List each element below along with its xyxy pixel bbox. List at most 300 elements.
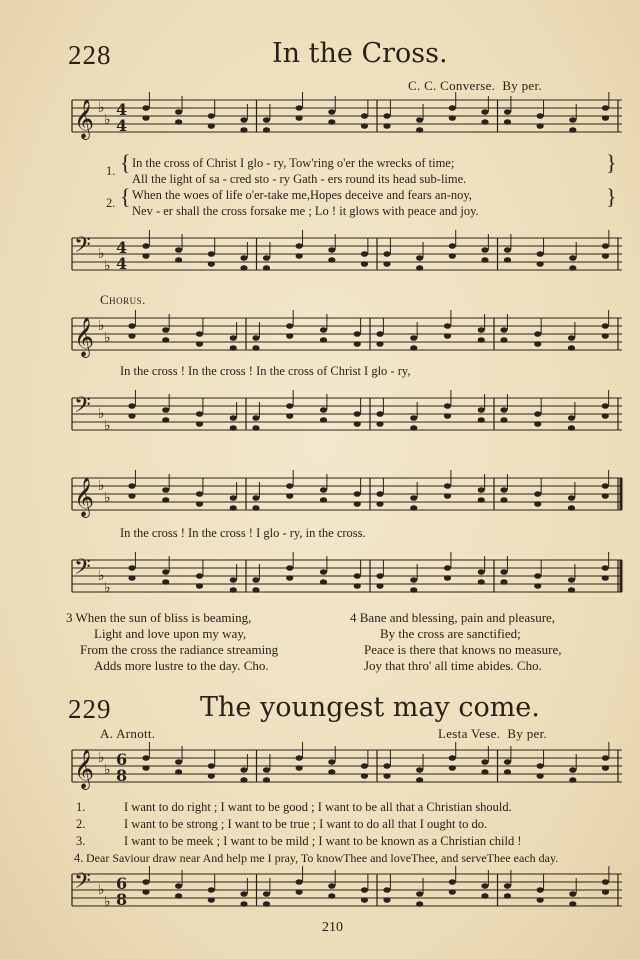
note-head-icon <box>376 491 383 497</box>
note-head-icon <box>602 565 609 571</box>
note-head-icon <box>410 415 417 421</box>
note-head-icon <box>286 333 293 339</box>
note-head-icon <box>449 889 456 895</box>
note-head-icon <box>328 883 335 889</box>
note-head-icon <box>208 123 215 129</box>
time-signature-icon: 8 <box>116 766 128 785</box>
note-head-icon <box>175 759 182 765</box>
stanza-3 <box>66 610 278 674</box>
note-head-icon <box>320 327 327 333</box>
note-head-icon <box>361 123 368 129</box>
note-head-icon <box>444 323 451 329</box>
note-head-icon <box>376 501 383 507</box>
composer-credit-229: A. Arnott. <box>100 726 156 741</box>
chorus-label: Chorus. <box>100 292 146 307</box>
lyric-line: I want to be strong ; I want to be true ; I want to do all that I ought to do. <box>124 817 488 831</box>
note-head-icon <box>196 583 203 589</box>
note-head-icon <box>252 577 259 583</box>
note-head-icon <box>252 345 259 351</box>
note-head-icon <box>504 257 511 263</box>
note-head-icon <box>478 417 485 423</box>
note-head-icon <box>383 261 390 267</box>
note-head-icon <box>361 763 368 769</box>
note-head-icon <box>142 765 149 771</box>
verse-number: 1. <box>106 164 116 178</box>
note-head-icon <box>354 411 361 417</box>
note-head-icon <box>252 335 259 341</box>
note-head-icon <box>383 251 390 257</box>
note-head-icon <box>361 113 368 119</box>
note-head-icon <box>128 403 135 409</box>
note-head-icon <box>361 773 368 779</box>
note-head-icon <box>568 505 575 511</box>
key-signature-icon: ♭ <box>98 568 105 584</box>
note-head-icon <box>142 879 149 885</box>
note-head-icon <box>383 773 390 779</box>
note-head-icon <box>416 117 423 123</box>
note-head-icon <box>142 115 149 121</box>
stanza-line: Light and love upon my way, <box>94 626 247 641</box>
page-number: 210 <box>322 920 343 935</box>
note-head-icon <box>196 341 203 347</box>
note-head-icon <box>286 493 293 499</box>
note-head-icon <box>142 755 149 761</box>
note-head-icon <box>537 887 544 893</box>
note-head-icon <box>569 255 576 261</box>
note-head-icon <box>320 569 327 575</box>
note-head-icon <box>263 767 270 773</box>
note-head-icon <box>128 565 135 571</box>
note-head-icon <box>537 261 544 267</box>
key-signature-icon: ♭ <box>104 418 111 434</box>
note-head-icon <box>208 763 215 769</box>
note-head-icon <box>240 901 247 907</box>
note-head-icon <box>444 493 451 499</box>
note-head-icon <box>162 327 169 333</box>
note-head-icon <box>328 247 335 253</box>
note-head-icon <box>504 893 511 899</box>
note-head-icon <box>230 425 237 431</box>
note-head-icon <box>252 587 259 593</box>
note-head-icon <box>320 487 327 493</box>
note-head-icon <box>416 767 423 773</box>
key-signature-icon: ♭ <box>104 580 111 596</box>
chorus-lyric-line-2: In the cross ! In the cross ! I glo - ry, in the cross. <box>120 526 366 540</box>
bass-staff-1 <box>0 234 640 284</box>
stanza-4 <box>350 610 561 674</box>
note-head-icon <box>208 897 215 903</box>
note-head-icon <box>602 323 609 329</box>
note-head-icon <box>569 777 576 783</box>
lyric-line: All the light of sa - cred sto - ry Gath - ers round its head sub-lime. <box>132 172 467 186</box>
bass-clef-icon: 𝄢 <box>74 233 91 263</box>
note-head-icon <box>534 491 541 497</box>
note-head-icon <box>602 253 609 259</box>
note-head-icon <box>252 495 259 501</box>
note-head-icon <box>444 413 451 419</box>
note-head-icon <box>296 879 303 885</box>
note-head-icon <box>534 421 541 427</box>
note-head-icon <box>478 579 485 585</box>
note-head-icon <box>263 891 270 897</box>
note-head-icon <box>162 417 169 423</box>
bass-staff-3 <box>0 556 640 606</box>
note-head-icon <box>537 251 544 257</box>
bass-staff-2 <box>0 394 640 444</box>
treble-staff-1 <box>0 96 640 146</box>
note-head-icon <box>537 123 544 129</box>
note-head-icon <box>286 575 293 581</box>
note-head-icon <box>240 255 247 261</box>
note-head-icon <box>534 331 541 337</box>
note-head-icon <box>478 337 485 343</box>
key-signature-icon: ♭ <box>98 100 105 116</box>
bass-clef-icon: 𝄢 <box>74 869 91 899</box>
note-head-icon <box>208 773 215 779</box>
note-head-icon <box>537 763 544 769</box>
note-head-icon <box>128 323 135 329</box>
note-head-icon <box>568 495 575 501</box>
note-head-icon <box>175 257 182 263</box>
note-head-icon <box>602 413 609 419</box>
note-head-icon <box>128 413 135 419</box>
note-head-icon <box>569 901 576 907</box>
note-head-icon <box>252 425 259 431</box>
composer-name: C. C. Converse. <box>408 78 496 93</box>
key-signature-icon: ♭ <box>98 406 105 422</box>
note-head-icon <box>504 759 511 765</box>
stanza-line: From the cross the radiance streaming <box>80 642 279 657</box>
note-head-icon <box>230 415 237 421</box>
note-head-icon <box>504 883 511 889</box>
note-head-icon <box>252 415 259 421</box>
note-head-icon <box>416 891 423 897</box>
note-head-icon <box>354 501 361 507</box>
note-head-icon <box>175 109 182 115</box>
note-head-icon <box>354 573 361 579</box>
note-head-icon <box>410 425 417 431</box>
note-head-icon <box>569 265 576 271</box>
note-head-icon <box>128 333 135 339</box>
note-head-icon <box>142 243 149 249</box>
note-head-icon <box>296 243 303 249</box>
note-head-icon <box>175 883 182 889</box>
key-signature-icon: ♭ <box>104 894 111 910</box>
key-signature-icon: ♭ <box>104 490 111 506</box>
note-head-icon <box>320 497 327 503</box>
note-head-icon <box>376 421 383 427</box>
note-head-icon <box>568 587 575 593</box>
note-head-icon <box>481 883 488 889</box>
note-head-icon <box>376 341 383 347</box>
key-signature-icon: ♭ <box>104 762 111 778</box>
lyric-line: I want to do right ; I want to be good ; I want to be all that a Christian should. <box>124 800 512 814</box>
note-head-icon <box>383 887 390 893</box>
note-head-icon <box>286 413 293 419</box>
note-head-icon <box>361 887 368 893</box>
note-head-icon <box>208 113 215 119</box>
note-head-icon <box>500 327 507 333</box>
note-head-icon <box>354 583 361 589</box>
note-head-icon <box>410 335 417 341</box>
note-head-icon <box>142 253 149 259</box>
note-head-icon <box>296 115 303 121</box>
hymn-number-228: 228 <box>68 40 112 70</box>
note-head-icon <box>500 337 507 343</box>
stanza-line: 4 Bane and blessing, pain and pleasure, <box>350 610 556 625</box>
note-head-icon <box>162 579 169 585</box>
stanza-line: By the cross are sanctified; <box>380 626 521 641</box>
note-head-icon <box>500 407 507 413</box>
stanza-line: 3 When the sun of bliss is beaming, <box>66 610 252 625</box>
key-signature-icon: ♭ <box>104 258 111 274</box>
note-head-icon <box>196 331 203 337</box>
note-head-icon <box>444 403 451 409</box>
note-head-icon <box>263 255 270 261</box>
note-head-icon <box>534 501 541 507</box>
note-head-icon <box>162 407 169 413</box>
note-head-icon <box>416 127 423 133</box>
treble-staff-3 <box>0 474 640 524</box>
note-head-icon <box>354 491 361 497</box>
note-head-icon <box>416 255 423 261</box>
note-head-icon <box>296 755 303 761</box>
note-head-icon <box>504 119 511 125</box>
note-head-icon <box>410 495 417 501</box>
verse-brace: { <box>120 150 131 175</box>
verse-brace: { <box>120 184 131 209</box>
note-head-icon <box>175 247 182 253</box>
note-head-icon <box>361 261 368 267</box>
stanza-line: Joy that thro' all time abides. Cho. <box>364 658 542 673</box>
bass-clef-icon: 𝄢 <box>74 393 91 423</box>
note-head-icon <box>328 119 335 125</box>
note-head-icon <box>449 879 456 885</box>
note-head-icon <box>568 345 575 351</box>
note-head-icon <box>500 569 507 575</box>
note-head-icon <box>361 897 368 903</box>
note-head-icon <box>444 333 451 339</box>
note-head-icon <box>240 777 247 783</box>
note-head-icon <box>478 487 485 493</box>
note-head-icon <box>230 577 237 583</box>
note-head-icon <box>534 341 541 347</box>
note-head-icon <box>537 773 544 779</box>
note-head-icon <box>410 345 417 351</box>
verse-number: 4. <box>74 851 84 865</box>
note-head-icon <box>481 893 488 899</box>
note-head-icon <box>602 115 609 121</box>
note-head-icon <box>263 777 270 783</box>
note-head-icon <box>252 505 259 511</box>
note-head-icon <box>569 117 576 123</box>
note-head-icon <box>263 265 270 271</box>
hymn-title-228: In the Cross. <box>272 38 448 69</box>
note-head-icon <box>504 769 511 775</box>
note-head-icon <box>162 569 169 575</box>
note-head-icon <box>602 493 609 499</box>
note-head-icon <box>449 253 456 259</box>
note-head-icon <box>296 253 303 259</box>
chorus-lyric-line-1: In the cross ! In the cross ! In the cross of Christ I glo - ry, <box>120 364 411 378</box>
note-head-icon <box>128 575 135 581</box>
note-head-icon <box>196 501 203 507</box>
verse-number: 2. <box>106 196 116 210</box>
note-head-icon <box>142 889 149 895</box>
note-head-icon <box>328 893 335 899</box>
note-head-icon <box>328 257 335 263</box>
treble-staff-2 <box>0 314 640 364</box>
note-head-icon <box>320 407 327 413</box>
note-head-icon <box>449 115 456 121</box>
note-head-icon <box>240 127 247 133</box>
note-head-icon <box>196 421 203 427</box>
time-signature-icon: 4 <box>116 238 128 257</box>
note-head-icon <box>296 889 303 895</box>
lyric-line: When the woes of life o'er-take me,Hopes deceive and fears an-noy, <box>132 188 472 202</box>
note-head-icon <box>230 587 237 593</box>
note-head-icon <box>478 407 485 413</box>
treble-clef-icon: 𝄞 <box>74 99 95 139</box>
note-head-icon <box>410 587 417 593</box>
time-signature-icon: 6 <box>116 750 128 769</box>
time-signature-icon: 6 <box>116 874 128 893</box>
note-head-icon <box>142 105 149 111</box>
note-head-icon <box>240 767 247 773</box>
note-head-icon <box>230 345 237 351</box>
time-signature-icon: 4 <box>116 254 128 273</box>
note-head-icon <box>162 337 169 343</box>
note-head-icon <box>230 495 237 501</box>
note-head-icon <box>383 113 390 119</box>
permission-note: By per. <box>502 78 542 93</box>
note-head-icon <box>286 565 293 571</box>
note-head-icon <box>481 109 488 115</box>
note-head-icon <box>320 337 327 343</box>
treble-clef-icon: 𝄞 <box>74 477 95 517</box>
note-head-icon <box>568 335 575 341</box>
note-head-icon <box>481 769 488 775</box>
note-head-icon <box>602 755 609 761</box>
time-signature-icon: 4 <box>116 116 128 135</box>
note-head-icon <box>240 117 247 123</box>
note-head-icon <box>500 417 507 423</box>
note-head-icon <box>320 579 327 585</box>
note-head-icon <box>354 341 361 347</box>
stanza-line: Adds more lustre to the day. Cho. <box>94 658 269 673</box>
note-head-icon <box>410 505 417 511</box>
note-head-icon <box>500 579 507 585</box>
lyric-line: Dear Saviour draw near And help me I pray, To knowThee and loveThee, and serveThee each day. <box>86 851 559 865</box>
permission-note: By per. <box>507 726 548 741</box>
note-head-icon <box>481 119 488 125</box>
note-head-icon <box>128 483 135 489</box>
note-head-icon <box>263 127 270 133</box>
note-head-icon <box>602 575 609 581</box>
note-head-icon <box>286 403 293 409</box>
note-head-icon <box>376 573 383 579</box>
note-head-icon <box>602 483 609 489</box>
note-head-icon <box>449 765 456 771</box>
note-head-icon <box>416 777 423 783</box>
treble-staff-4 <box>0 744 640 796</box>
key-signature-icon: ♭ <box>98 478 105 494</box>
note-head-icon <box>328 759 335 765</box>
author-credit-229 <box>438 726 547 742</box>
note-head-icon <box>196 491 203 497</box>
note-head-icon <box>162 487 169 493</box>
note-head-icon <box>240 265 247 271</box>
note-head-icon <box>376 583 383 589</box>
note-head-icon <box>444 565 451 571</box>
note-head-icon <box>481 257 488 263</box>
note-head-icon <box>602 333 609 339</box>
verse-brace: } <box>606 150 617 175</box>
hymn-number-229: 229 <box>68 694 112 724</box>
note-head-icon <box>286 483 293 489</box>
treble-clef-icon: 𝄞 <box>74 749 95 789</box>
note-head-icon <box>320 417 327 423</box>
note-head-icon <box>383 897 390 903</box>
note-head-icon <box>196 573 203 579</box>
verse-number: 1. <box>76 800 86 814</box>
note-head-icon <box>568 415 575 421</box>
note-head-icon <box>478 497 485 503</box>
verse-brace: } <box>606 184 617 209</box>
note-head-icon <box>478 327 485 333</box>
note-head-icon <box>196 411 203 417</box>
bass-clef-icon: 𝄢 <box>74 555 91 585</box>
lyric-line: Nev - er shall the cross forsake me ; Lo ! it glows with peace and joy. <box>132 204 479 218</box>
treble-clef-icon: 𝄞 <box>74 317 95 357</box>
note-head-icon <box>569 767 576 773</box>
note-head-icon <box>449 105 456 111</box>
note-head-icon <box>537 113 544 119</box>
note-head-icon <box>444 483 451 489</box>
note-head-icon <box>230 335 237 341</box>
note-head-icon <box>481 247 488 253</box>
note-head-icon <box>296 765 303 771</box>
note-head-icon <box>504 109 511 115</box>
note-head-icon <box>500 497 507 503</box>
time-signature-icon: 4 <box>116 100 128 119</box>
key-signature-icon: ♭ <box>98 882 105 898</box>
note-head-icon <box>376 411 383 417</box>
note-head-icon <box>534 583 541 589</box>
note-head-icon <box>602 105 609 111</box>
note-head-icon <box>263 117 270 123</box>
note-head-icon <box>504 247 511 253</box>
verse-number: 2. <box>76 817 86 831</box>
note-head-icon <box>175 769 182 775</box>
note-head-icon <box>361 251 368 257</box>
verse-number: 3. <box>76 834 86 848</box>
key-signature-icon: ♭ <box>98 318 105 334</box>
note-head-icon <box>175 119 182 125</box>
note-head-icon <box>602 879 609 885</box>
bass-staff-4 <box>0 868 640 920</box>
note-head-icon <box>416 901 423 907</box>
note-head-icon <box>410 577 417 583</box>
note-head-icon <box>263 901 270 907</box>
lyric-line: In the cross of Christ I glo - ry, Tow'ring o'er the wrecks of time; <box>132 156 455 170</box>
note-head-icon <box>569 127 576 133</box>
note-head-icon <box>602 765 609 771</box>
note-head-icon <box>569 891 576 897</box>
note-head-icon <box>162 497 169 503</box>
time-signature-icon: 8 <box>116 890 128 909</box>
key-signature-icon: ♭ <box>104 112 111 128</box>
